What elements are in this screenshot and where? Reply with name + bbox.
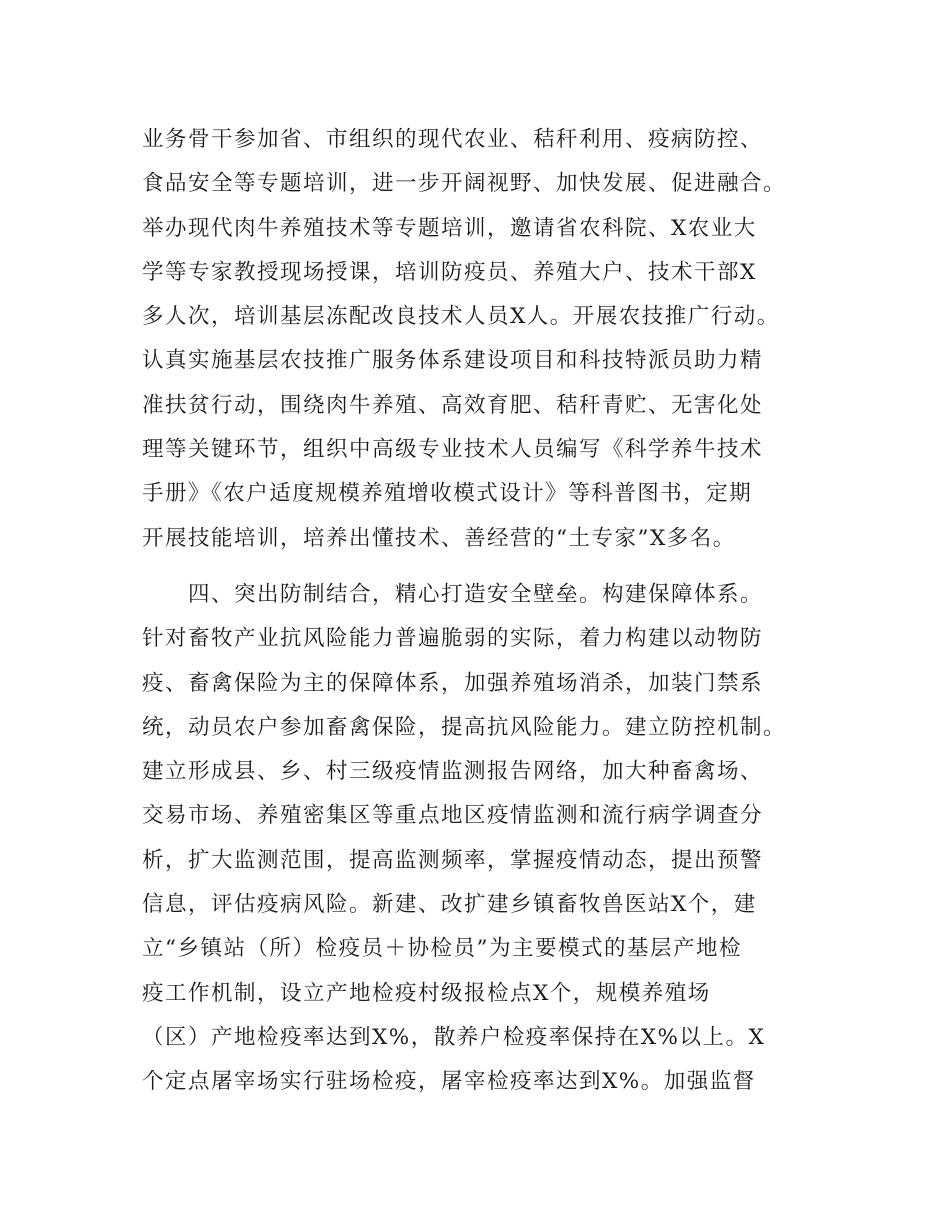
text-line: 学等专家教授现场授课，培训防疫员、养殖大户、技术干部X: [142, 259, 757, 285]
text-line: 开展技能培训，培养出懂技术、善经营的“土专家”X多名。: [142, 525, 736, 551]
text-line: 统，动员农户参加畜禽保险，提高抗风险能力。建立防控机制。: [142, 714, 787, 740]
text-line: 析，扩大监测范围，提高监测频率，掌握疫情动态，提出预警: [142, 847, 764, 873]
text-line: 准扶贫行动，围绕肉牛养殖、高效育肥、秸秆青贮、无害化处: [142, 392, 764, 418]
text-line: 多人次，培训基层冻配改良技术人员X人。开展农技推广行动。: [142, 304, 780, 330]
text-line: 立“乡镇站（所）检疫员＋协检员”为主要模式的基层产地检: [142, 936, 742, 962]
text-line: 信息，评估疫病风险。新建、改扩建乡镇畜牧兽医站X个，建: [142, 892, 757, 918]
text-line: 理等关键环节，组织中高级专业技术人员编写《科学养牛技术: [142, 437, 764, 463]
text-line: 针对畜牧产业抗风险能力普遍脆弱的实际，着力构建以动物防: [142, 626, 764, 652]
paragraph-gap: [142, 561, 822, 573]
text-line: 业务骨干参加省、市组织的现代农业、秸秆利用、疫病防控、: [142, 127, 764, 152]
text-line: 认真实施基层农技推广服务体系建设项目和科技特派员助力精: [142, 348, 764, 374]
text-line: 建立形成县、乡、村三级疫情监测报告网络，加大种畜禽场、: [142, 759, 764, 785]
paragraph-1: [142, 118, 822, 561]
text-line: 手册》《农户适度规模养殖增收模式设计》等科普图书，定期: [142, 481, 753, 507]
text-line: 疫、畜禽保险为主的保障体系，加强养殖场消杀，加装门禁系: [142, 670, 764, 696]
text-line: 举办现代肉牛养殖技术等专题培训，邀请省农科院、X农业大: [142, 215, 757, 241]
text-line: 四、突出防制结合，精心打造安全壁垒。构建保障体系。: [142, 581, 764, 607]
text-line: （区）产地检疫率达到X%，散养户检疫率保持在X%以上。X: [142, 1024, 766, 1050]
paragraph-2: [142, 573, 822, 1105]
document-body: [142, 118, 822, 1105]
text-line: 个定点屠宰场实行驻场检疫，屠宰检疫率达到X%。加强监督: [142, 1069, 756, 1095]
text-line: 交易市场、养殖密集区等重点地区疫情监测和流行病学调查分: [142, 803, 764, 829]
text-line: 食品安全等专题培训，进一步开阔视野、加快发展、促进融合。: [142, 171, 787, 197]
text-line: 疫工作机制，设立产地检疫村级报检点X个，规模养殖场: [142, 980, 711, 1006]
